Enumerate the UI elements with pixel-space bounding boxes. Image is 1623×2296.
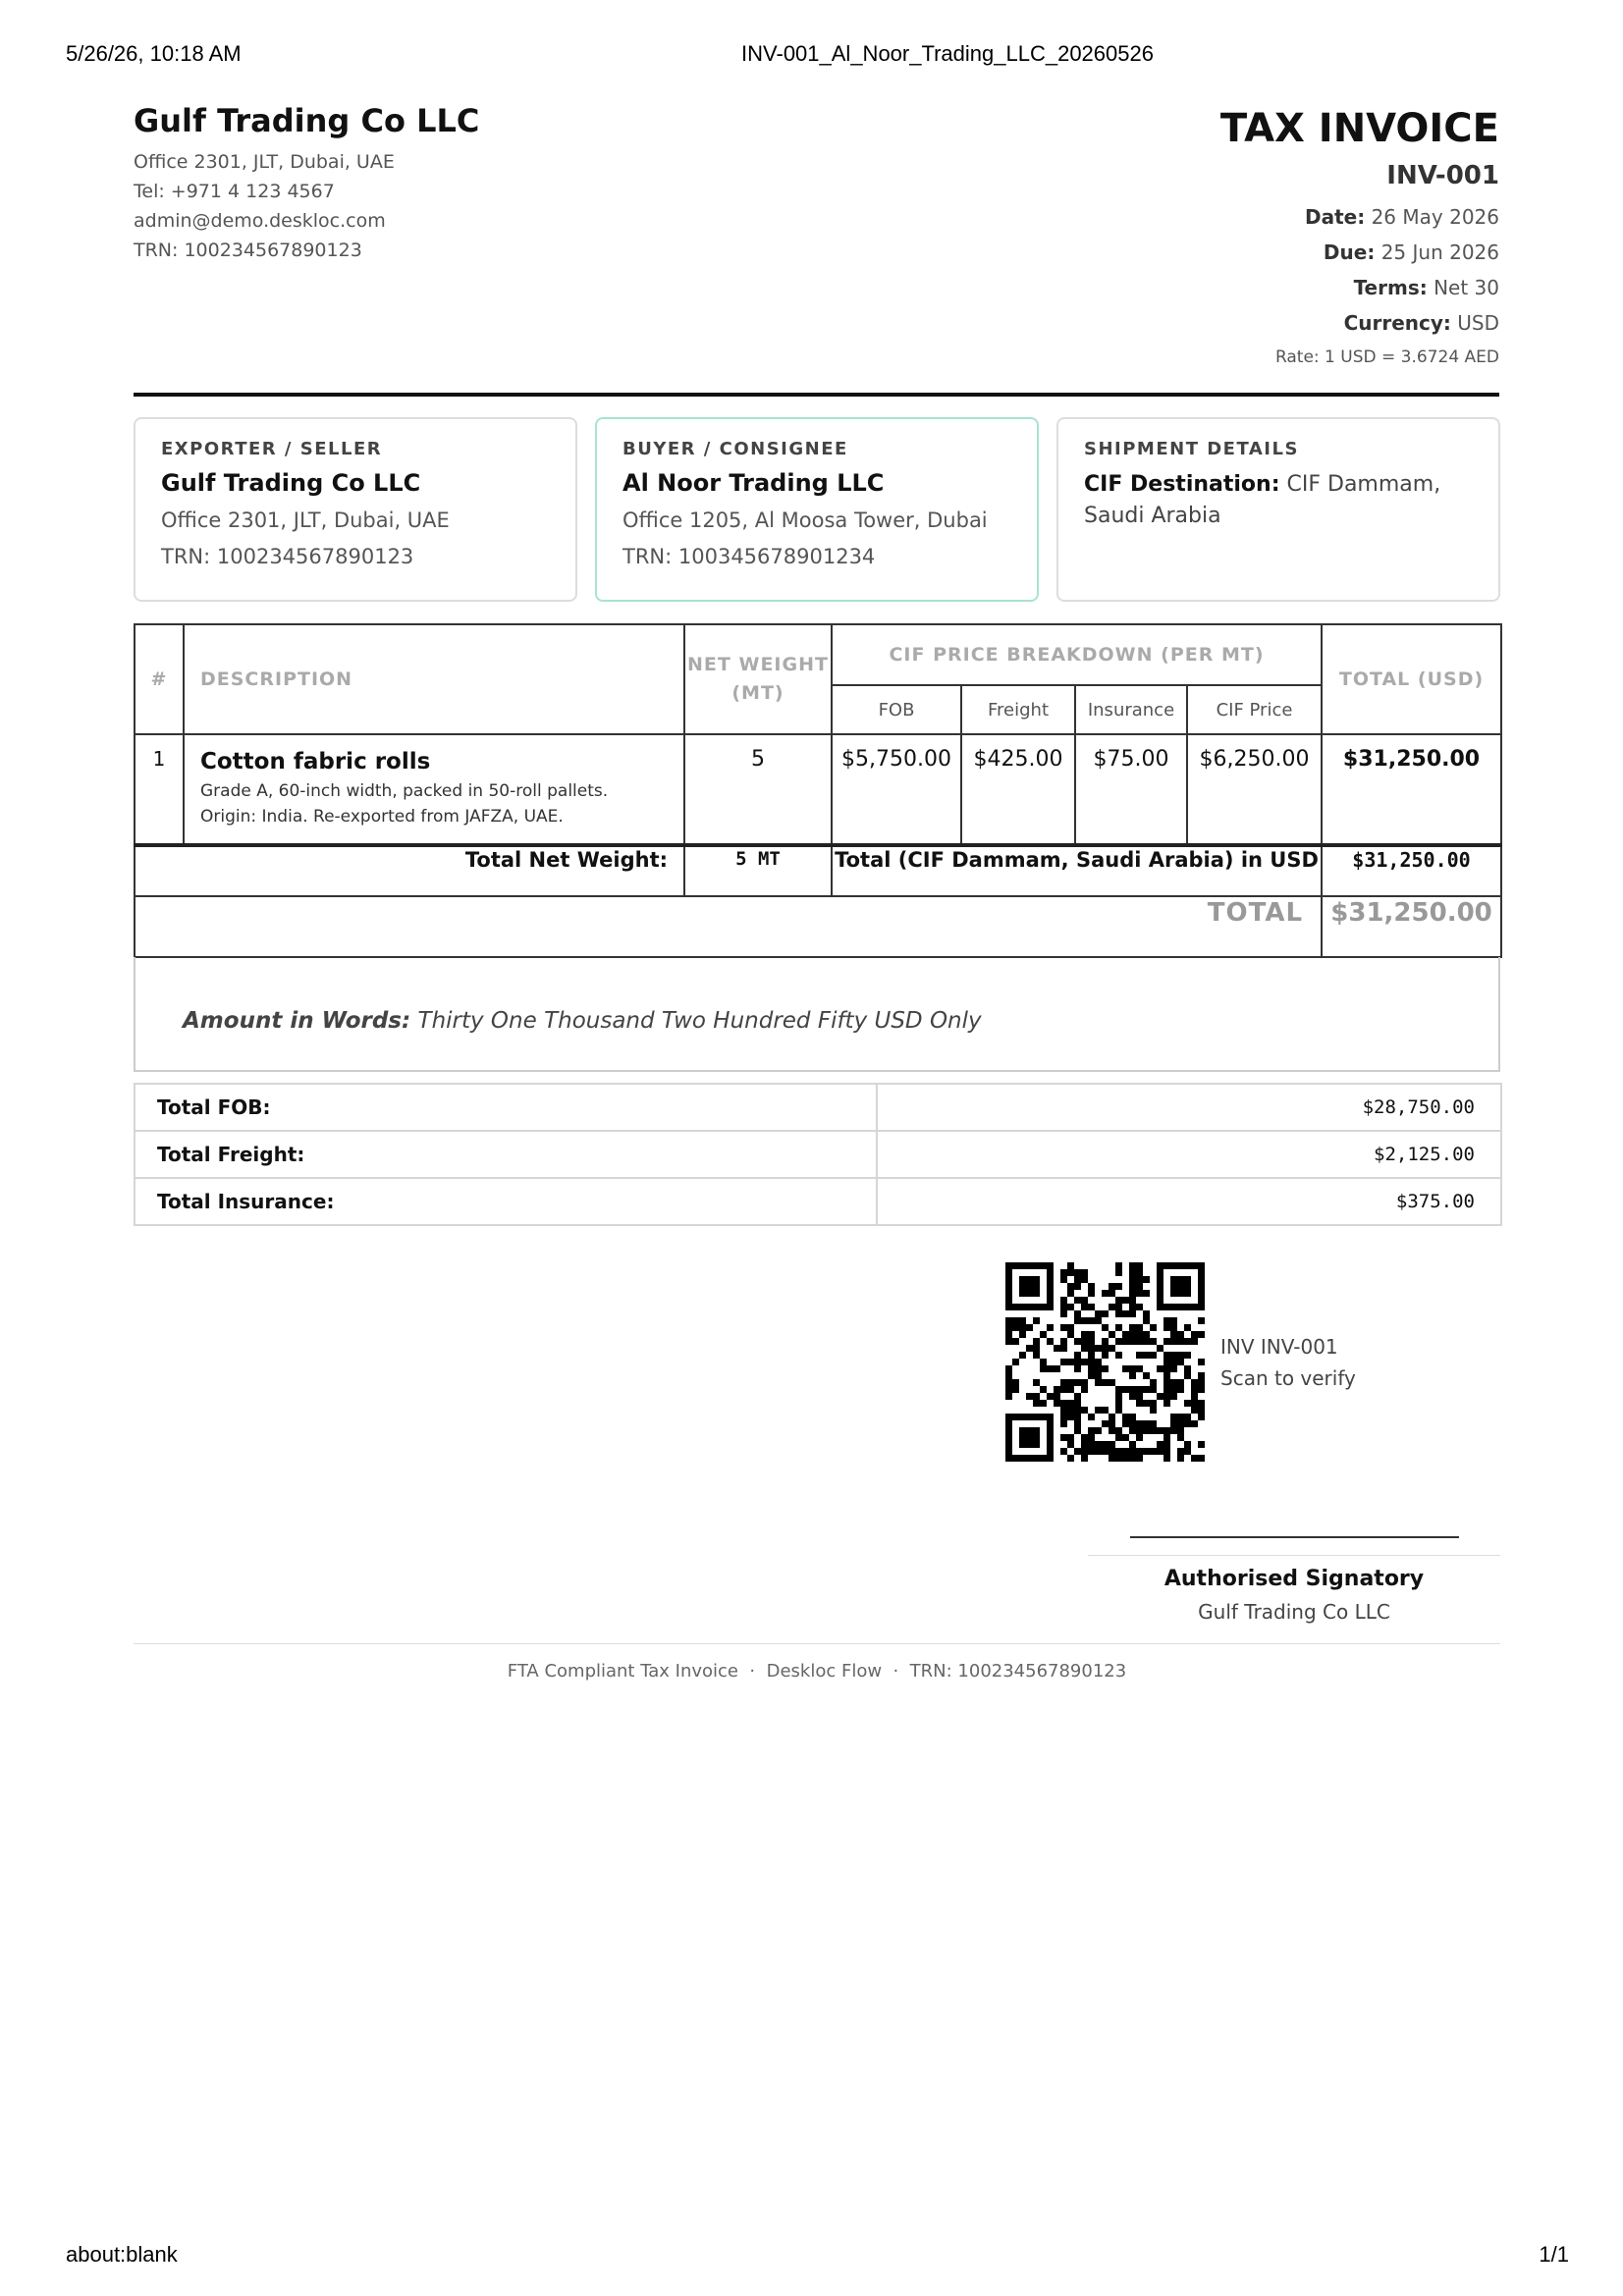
invoice-terms: Terms: Net 30	[1353, 276, 1499, 299]
signature-line	[1130, 1536, 1459, 1538]
seller-name: Gulf Trading Co LLC	[134, 102, 480, 139]
buyer-card	[595, 417, 1039, 602]
qr-code-graphic	[1005, 1262, 1205, 1462]
row-index: 1	[135, 734, 184, 845]
total-fob-label: Total FOB:	[135, 1084, 877, 1131]
buyer-label: BUYER / CONSIGNEE	[622, 439, 848, 459]
col-breakdown-header: CIF PRICE BREAKDOWN (PER MT)	[832, 624, 1322, 685]
buyer-address: Office 1205, Al Moosa Tower, Dubai	[622, 508, 988, 532]
exporter-trn: TRN: 100234567890123	[161, 545, 414, 568]
invoice-date: Date: 26 May 2026	[1304, 205, 1499, 229]
net-weight-row	[135, 845, 1501, 896]
total-fob-value: $28,750.00	[877, 1084, 1501, 1131]
row-freight: $425.00	[961, 734, 1075, 845]
print-page-count: 1/1	[1539, 2242, 1569, 2267]
qr-invoice-ref: INV INV-001	[1220, 1335, 1338, 1359]
row-net-weight: 5	[684, 734, 832, 845]
seller-tel: Tel: +971 4 123 4567	[134, 181, 335, 202]
invoice-due: Due: 25 Jun 2026	[1323, 240, 1499, 264]
qr-caption	[1220, 1331, 1356, 1394]
print-doc-title: INV-001_Al_Noor_Trading_LLC_20260526	[741, 41, 1154, 66]
invoice-title: TAX INVOICE	[1219, 106, 1499, 151]
print-datetime: 5/26/26, 10:18 AM	[66, 41, 242, 66]
col-net-weight-header: NET WEIGHT (MT)	[684, 624, 832, 734]
seller-email: admin@demo.deskloc.com	[134, 210, 386, 232]
total-freight-value: $2,125.00	[877, 1131, 1501, 1178]
invoice-number: INV-001	[1386, 161, 1499, 190]
col-insurance-header: Insurance	[1075, 685, 1187, 734]
row-title: Cotton fabric rolls	[200, 749, 431, 774]
grand-total-row	[135, 896, 1501, 957]
signature-title: Authorised Signatory	[1163, 1567, 1425, 1591]
amount-in-words: Amount in Words: Thirty One Thousand Two Hundred Fifty USD Only	[183, 1008, 982, 1034]
print-url: about:blank	[66, 2242, 178, 2267]
signature-divider	[1088, 1555, 1500, 1556]
row-cif: $6,250.00	[1187, 734, 1322, 845]
cif-total-label: Total (CIF Dammam, Saudi Arabia) in USD	[832, 845, 1322, 896]
col-fob-header: FOB	[832, 685, 961, 734]
col-total-header: TOTAL (USD)	[1322, 624, 1501, 734]
table-row	[135, 1131, 1501, 1178]
row-detail: Grade A, 60-inch width, packed in 50-roll pallets. Origin: India. Re-exported from JAFZA, UAE.	[200, 781, 609, 827]
shipment-destination: CIF Destination: CIF Dammam, Saudi Arabia	[1084, 472, 1441, 528]
shipment-card	[1056, 417, 1500, 602]
buyer-name: Al Noor Trading LLC	[622, 469, 885, 497]
qr-scan-hint: Scan to verify	[1220, 1366, 1356, 1390]
table-row	[135, 1084, 1501, 1131]
total-insurance-label: Total Insurance:	[135, 1178, 877, 1225]
col-freight-header: Freight	[961, 685, 1075, 734]
total-insurance-value: $375.00	[877, 1178, 1501, 1225]
total-freight-label: Total Freight:	[135, 1131, 877, 1178]
row-insurance: $75.00	[1075, 734, 1187, 845]
col-index-header: #	[135, 624, 184, 734]
row-total: $31,250.00	[1322, 734, 1501, 845]
exchange-rate: Rate: 1 USD = 3.6724 AED	[1274, 347, 1499, 367]
summary-table	[134, 1083, 1502, 1226]
exporter-card	[134, 417, 577, 602]
seller-trn: TRN: 100234567890123	[134, 240, 362, 261]
invoice-currency: Currency: USD	[1343, 311, 1499, 335]
col-description-header: DESCRIPTION	[184, 624, 684, 734]
qr-code	[1005, 1262, 1205, 1462]
net-weight-label: Total Net Weight:	[135, 845, 684, 896]
row-fob: $5,750.00	[832, 734, 961, 845]
grand-total-label: TOTAL	[135, 896, 1322, 957]
footer-text: FTA Compliant Tax Invoice · Deskloc Flow · TRN: 100234567890123	[507, 1661, 1127, 1682]
table-row	[135, 734, 1501, 845]
exporter-name: Gulf Trading Co LLC	[161, 469, 421, 497]
col-cif-header: CIF Price	[1187, 685, 1322, 734]
amount-in-words-box	[134, 957, 1500, 1072]
header-divider	[134, 393, 1499, 397]
shipment-label: SHIPMENT DETAILS	[1084, 439, 1299, 459]
table-row	[135, 1178, 1501, 1225]
exporter-address: Office 2301, JLT, Dubai, UAE	[161, 508, 450, 532]
seller-address: Office 2301, JLT, Dubai, UAE	[134, 151, 395, 173]
cif-total: $31,250.00	[1322, 845, 1501, 896]
footer-divider	[134, 1643, 1500, 1644]
buyer-trn: TRN: 100345678901234	[622, 545, 876, 568]
row-description	[184, 734, 684, 845]
grand-total: $31,250.00	[1322, 896, 1501, 957]
net-weight-total: 5 MT	[684, 845, 832, 896]
exporter-label: EXPORTER / SELLER	[161, 439, 383, 459]
items-table	[134, 623, 1502, 958]
signature-company: Gulf Trading Co LLC	[1198, 1600, 1390, 1624]
